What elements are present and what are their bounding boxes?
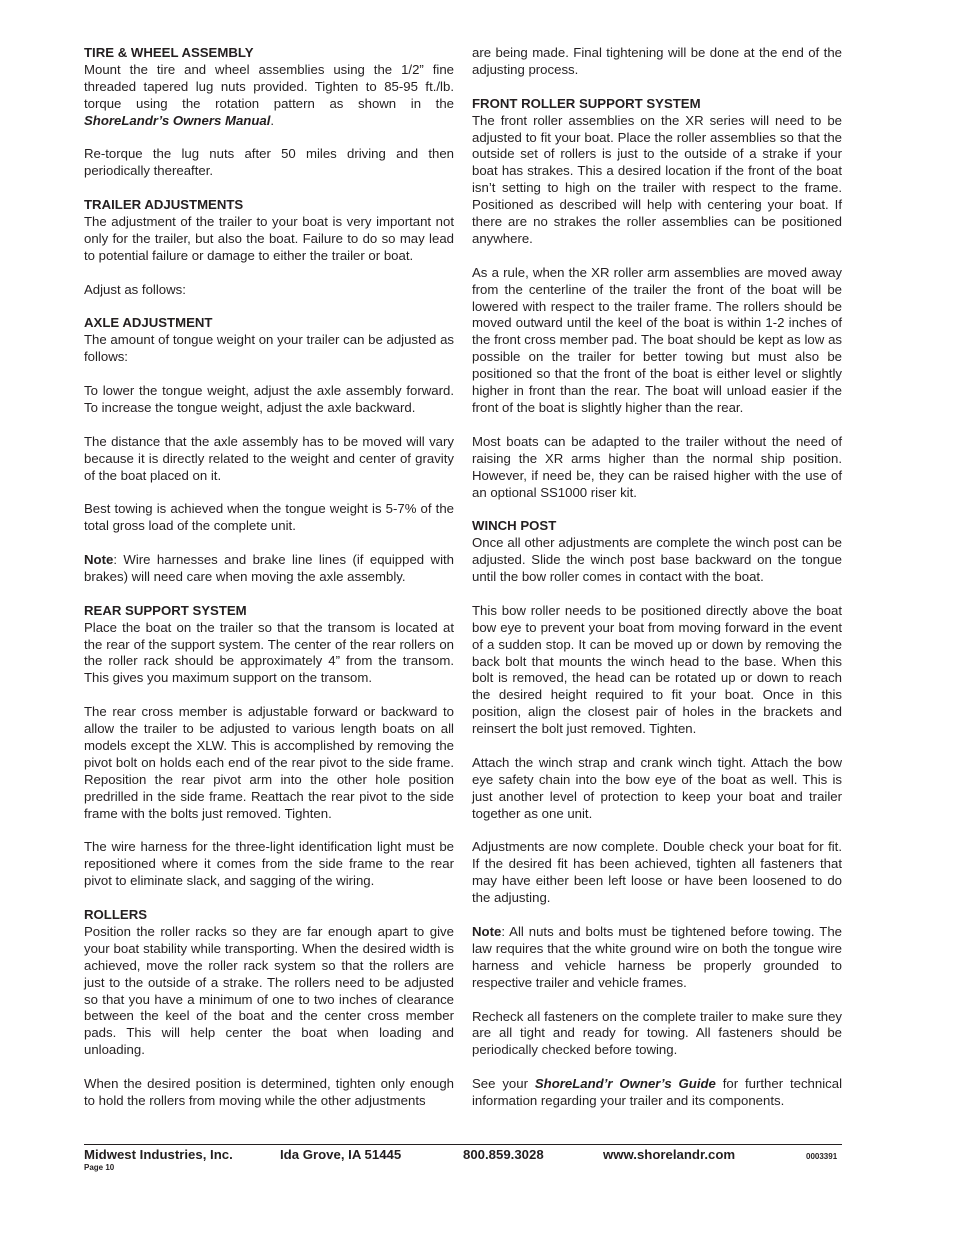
note-text: : All nuts and bolts must be tightened before towing. The law requires that the white ground wire on both the tongue wire harness and vehicle harness be properly grounded to respective trailer and vehicle frames. (472, 924, 842, 990)
page-number: Page 10 (84, 1163, 115, 1172)
text: . (270, 112, 275, 128)
footer-phone: 800.859.3028 (463, 1147, 544, 1162)
text: See your (472, 1076, 535, 1092)
paragraph: Position the roller racks so they are far enough apart to give your boat stability while transporting. When the desired width is achieved, move the roller rack system so that the rollers are just to the outside of a strake. The rollers need to be adjusted so that you have a minimum of one to two inches of clearance between the keel of the boat and the center cross member pads. This will help center the boat when loading and unloading. (84, 923, 454, 1058)
paragraph: The front roller assemblies on the XR series will need to be adjusted to fit your boat. Place the roller assemblies so that the outside set of rollers is just to the outside of a strake if your boat has strakes. This a desired location if the front of the boat isn’t setting to high on the trailer with respect to the frame. Positioned as described will help with centering your boat. If there are no strakes the roller assemblies can be positioned anywhere. (472, 112, 842, 246)
paragraph (472, 1076, 842, 1110)
section-heading-rear-support: REAR SUPPORT SYSTEM (84, 602, 247, 618)
paragraph: Recheck all fasteners on the complete trailer to make sure they are all tight and ready for towing. All fasteners should be periodically checked before towing. (472, 1008, 842, 1058)
paragraph: are being made. Final tightening will be done at the end of the adjusting process. (472, 45, 842, 77)
footer-rule (84, 1144, 842, 1145)
note-text: : Wire harnesses and brake line lines (if equipped with brakes) will need care when moving the axle assembly. (84, 552, 454, 584)
paragraph: Re-torque the lug nuts after 50 miles driving and then periodically thereafter. (84, 146, 454, 179)
section-heading-axle-adjustment: AXLE ADJUSTMENT (84, 315, 213, 331)
paragraph: Attach the winch strap and crank winch tight. Attach the bow eye safety chain into the bow eye of the boat as well. This is just another level of protection to keep your boat and trailer together as one unit. (472, 754, 842, 821)
paragraph: Adjust as follows: (84, 281, 186, 297)
right-column (472, 45, 842, 1127)
paragraph: The rear cross member is adjustable forward or backward to allow the trailer to be adjusted to various length boats on all models except the XLW. This is accomplished by removing the pivot bolt on holds each end of the rear pivot to the side frame. Reposition the rear pivot arm into the other hole position predrilled in the side frame. Reattach the rear pivot to the side frame with the bolts just removed. Tighten. (84, 704, 454, 821)
paragraph: Most boats can be adapted to the trailer without the need of raising the XR arms higher than the normal ship position. However, if need be, they can be raised higher with the use of an optional SS1000 riser kit. (472, 433, 842, 500)
paragraph: This bow roller needs to be positioned directly above the boat bow eye to prevent your boat from moving forward in the event of a sudden stop. It can be moved up or down by removing the back bolt that mounts the winch head to the base. When this bolt is removed, the head can be rotated up or down to reach the desired height required to fit your boat. Once in this position, align the closest pair of holes in the brackets and reinsert the bolt just removed. Tighten. (472, 602, 842, 737)
text: Mount the tire and wheel assemblies using the 1/2” fine threaded tapered lug nuts provided. Tighten to 85-95 ft./lb. torque using the rotation pattern as shown in the (84, 61, 454, 111)
guide-title: ShoreLand’r Owner’s Guide (534, 1076, 716, 1092)
left-column (84, 45, 454, 1127)
section-heading-tire-wheel: TIRE & WHEEL ASSEMBLY (84, 45, 254, 60)
footer-city: Ida Grove, IA 51445 (280, 1147, 402, 1162)
section-heading-front-roller: FRONT ROLLER SUPPORT SYSTEM (472, 95, 701, 111)
section-heading-rollers: ROLLERS (84, 907, 148, 923)
paragraph: Place the boat on the trailer so that the transom is located at the rear of the support system. The center of the rear rollers on the roller rack should be approximately 4” from the transom. This gives you maximum support on the transom. (84, 619, 454, 686)
paragraph: The adjustment of the trailer to your boat is very important not only for the trailer, but also the boat. Failure to do so may lead to potential failure or damage to either the trailer or boat. (84, 214, 454, 263)
paragraph: The wire harness for the three-light identification light must be repositioned where it comes from the side frame to the rear pivot to eliminate slack, and sagging of the wiring. (84, 839, 454, 889)
paragraph: When the desired position is determined, tighten only enough to hold the rollers from moving while the other adjustments (84, 1076, 454, 1108)
section-heading-winch-post: WINCH POST (472, 518, 557, 534)
paragraph: As a rule, when the XR roller arm assemblies are moved away from the centerline of the trailer the front of the boat will be lowered with respect to the trailer frame. The rollers should be moved outward until the keel of the boat is within 1-2 inches of the front cross member pad. The boat should be kept as low as possible on the trailer for better towing but must also be positioned so that the front of the boat is either level or slightly higher in front than the rear. The boat will unload easier if the front of the boat is slightly higher than the rear. (472, 264, 842, 415)
footer-company: Midwest Industries, Inc. (84, 1147, 233, 1162)
note-paragraph (472, 924, 842, 992)
footer-website: www.shorelandr.com (603, 1147, 736, 1162)
note-label: Note (472, 924, 502, 939)
paragraph: Best towing is achieved when the tongue weight is 5-7% of the total gross load of the complete unit. (84, 501, 454, 534)
paragraph: Once all other adjustments are complete the winch post can be adjusted. Slide the winch post base backward on the tongue until the bow roller comes in contact with the boat. (472, 535, 842, 585)
paragraph: The distance that the axle assembly has to be moved will vary because it is directly related to the weight and center of gravity of the boat placed on it. (84, 433, 454, 483)
footer-document-code: 0003391 (806, 1152, 838, 1161)
paragraph: The amount of tongue weight on your trailer can be adjusted as follows: (84, 332, 454, 365)
paragraph: To lower the tongue weight, adjust the axle assembly forward. To increase the tongue weight, adjust the axle backward. (84, 383, 454, 415)
text: for further technical information regarding your trailer and its components. (472, 1076, 843, 1109)
paragraph (84, 62, 454, 130)
section-heading-trailer-adjustments: TRAILER ADJUSTMENTS (84, 197, 244, 213)
manual-title: ShoreLandr’s Owners Manual (84, 112, 271, 128)
note-paragraph (84, 552, 454, 586)
paragraph: Adjustments are now complete. Double check your boat for fit. If the desired fit has been achieved, tighten all fasteners that may have either been left loose or have been loosened to do the adjusting. (472, 839, 842, 906)
note-label: Note (84, 552, 114, 568)
